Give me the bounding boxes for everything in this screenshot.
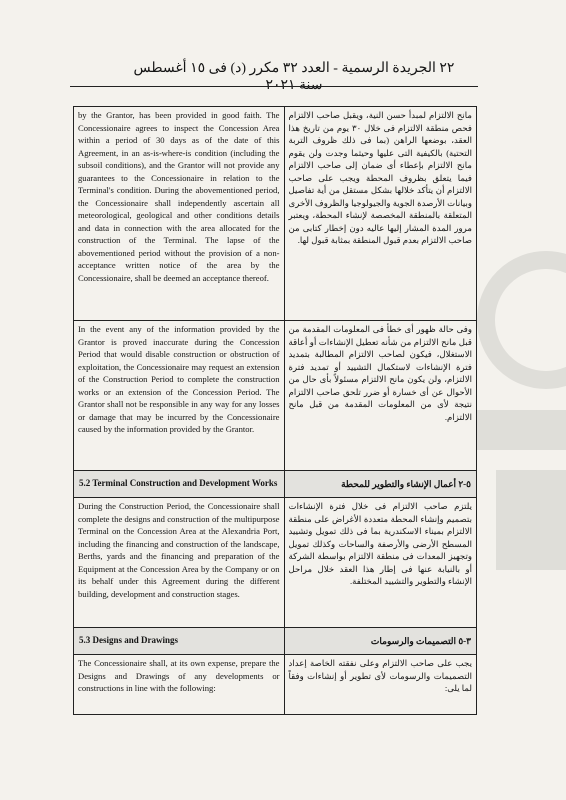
section-heading-ar (284, 628, 477, 655)
section-number-ar: ٣-٥ (458, 636, 471, 646)
table-row (74, 655, 477, 715)
section-number: 5.3 (79, 635, 91, 645)
arabic-cell: وفى حالة ظهور أى خطأ فى المعلومات المقدمة من قبل مانح الالتزام من شأنه تعطيل الإنشاءات أو أعاقة الاستغلال، فيكون لصاحب الالتزام المطالبة بتمديد فترة الإنشاءات لاستكمال التشييد أو تمديد فترة الالتزام، ولن يكون مانح الالتزام مسئولاً بأى حال من الأحوال عن أى خسارة أو ضرر تلحق صاحب الالتزام نتيجة لأى من المعلومات المقدمة من قبل مانح الالتزام. (284, 321, 477, 471)
section-title-ar: التصميمات والرسومات (370, 636, 457, 646)
header-rule (70, 86, 478, 87)
english-cell: by the Grantor, has been provided in good faith. The Concessionaire agrees to inspect the Concession Area within a period of 30 days as of the date of this Agreement, in an as-is-where-is condition (including the subsoil conditions), and the Grantor will not provide any guarantees to the Concessionaire in relation to the Terminal's condition. During the abovementioned period, the Concessionaire shall independently ascertain all meteorological, geological and other conditions details and data in connection with the area allocated for the construction of the Terminal. The lapse of the abovementioned period without the provision of a non-acceptance written notice of the area by the Concessionaire, shall be deemed an acceptance thereof. (74, 107, 285, 321)
page-header: ٢٢ الجريدة الرسمية - العدد ٣٢ مكرر (د) فى ١٥ أغسطس سنة ٢٠٢١ (133, 61, 455, 93)
section-heading-row (74, 628, 477, 655)
section-heading-row (74, 471, 477, 498)
section-title-ar: أعمال الإنشاء والتطوير للمحطة (341, 479, 457, 489)
section-title: Designs and Drawings (92, 635, 179, 645)
section-heading-en (74, 628, 285, 655)
section-number: 5.2 (79, 478, 91, 488)
arabic-cell: يلتزم صاحب الالتزام فى خلال فترة الإنشاءات بتصميم وإنشاء المحطة متعددة الأغراض على منطقة الالتزام بميناء الاسكندرية بما فى ذلك تمويل وتشييد المسطح الأرضى والأرصفة والساحات وكذلك تمويل وتجهيز المعدات فى منطقة الالتزام بواسطة الشركة أو بالنيابة عنها فى إطار هذا العقد خلال مراحل الإنشاء والتطوير والتشييد المختلفة. (284, 498, 477, 628)
table-row (74, 321, 477, 471)
section-number-ar: ٥-٢ (458, 479, 471, 489)
section-heading-ar (284, 471, 477, 498)
table-row (74, 498, 477, 628)
english-cell: During the Construction Period, the Concessionaire shall complete the designs and construction of the multipurpose Terminal on the Concession Area at the Alexandria Port, including the financing and construction of the landscape, Berths, yards and the financing and preparation of the Equipment at the Concession Area by the Company or on its behalf under this Agreement during the different building, development and construction stages. (74, 498, 285, 628)
arabic-cell: مانح الالتزام لمبدأ حسن النية، ويقبل صاحب الالتزام فحص منطقة الالتزام فى خلال ٣٠ يوم من تاريخ هذا العقد، بوضعها الراهن (بما فى ذلك ظروف التربة التحتية) بالكيفية التى عليها وحيثما وجدت ولن يقوم مانح الالتزام بإعطاء أى ضمان إلى صاحب الالتزام فيما يتعلق بظروف المحطة ويجب على صاحب الالتزام أن يتأكد خلالها بشكل مستقل من أية تفاصيل وبيانات الأرصدة الجوية والجيولوجيا والظروف الأخرى المتعلقة بالمنطقة المخصصة لإنشاء المحطة، ويعتبر مرور المدة المشار إليها عاليه دون إخطار كتابى من صاحب الالتزام بعدم قبول المنطقة بمثابة قبول لها. (284, 107, 477, 321)
section-title: Terminal Construction and Development Works (92, 478, 278, 488)
english-cell: In the event any of the information provided by the Grantor is proved inaccurate during the Concession Period that would disable construction or obstruction of exploitation, the Concessionaire may request an extension of the Construction Period to complete the construction works or an extension of the Concession Period. The Grantor shall not be responsible in any way for any losses or damage that may be incurred by the Concessionaire caused by the information provided by the Grantor. (74, 321, 285, 471)
arabic-cell: يجب على صاحب الالتزام وعلى نفقته الخاصة إعداد التصميمات والرسومات لأى تطوير أو إنشاءات وفقاً لما يلى: (284, 655, 477, 715)
bilingual-table (73, 106, 477, 715)
table-row (74, 107, 477, 321)
english-cell: The Concessionaire shall, at its own expense, prepare the Designs and Drawings of any developments or constructions in line with the following: (74, 655, 285, 715)
section-heading-en (74, 471, 285, 498)
